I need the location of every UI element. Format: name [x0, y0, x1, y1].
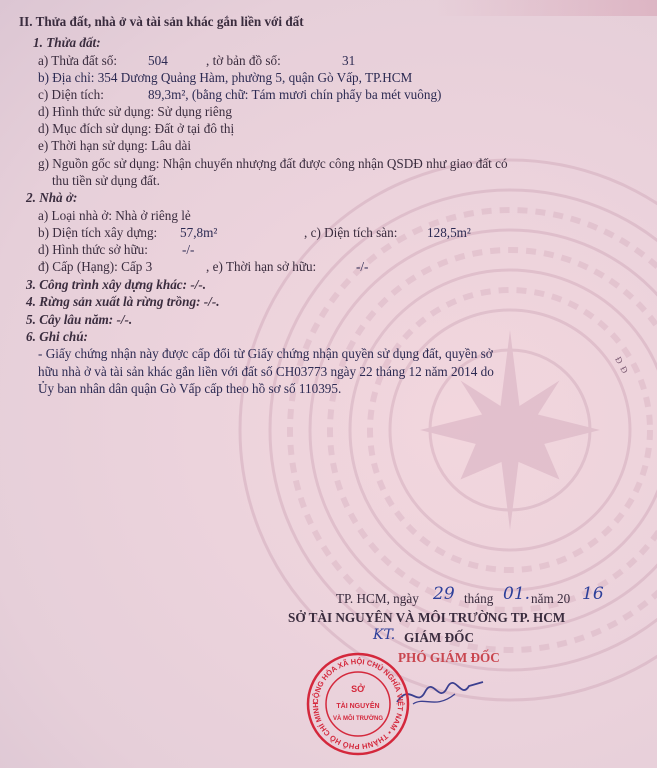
- building-area-label: b) Diện tích xây dựng:: [38, 225, 158, 240]
- use-term: e) Thời hạn sử dụng: Lâu dài: [38, 138, 192, 153]
- seal-center-line-1: SỞ: [351, 684, 365, 694]
- map-sheet-label: , tờ bản đồ số:: [206, 53, 281, 68]
- parcel-number-value: 504: [148, 53, 168, 68]
- deputy-director-title: PHÓ GIÁM ĐỐC: [398, 650, 500, 665]
- perennial-trees: 5. Cây lâu năm: -/-.: [26, 312, 133, 327]
- other-construction: 3. Công trình xây dựng khác: -/-.: [26, 277, 207, 292]
- floor-area-value: 128,5m²: [427, 225, 471, 240]
- land-address: b) Địa chỉ: 354 Dương Quảng Hàm, phường 5, quận Gò Vấp, TP.HCM: [38, 70, 413, 85]
- section-title: II. Thửa đất, nhà ở và tài sản khác gắn liền với đất: [19, 14, 304, 29]
- date-day-handwritten: 29: [433, 584, 455, 604]
- land-area-label: c) Diện tích:: [38, 87, 104, 102]
- production-forest: 4. Rừng sản xuất là rừng trồng: -/-.: [26, 294, 220, 309]
- date-month-handwritten: 01.: [503, 584, 531, 604]
- note-line-1: - Giấy chứng nhận này được cấp đổi từ Giấy chứng nhận quyền sử dụng đất, quyền sở: [38, 346, 493, 361]
- floor-area-label: , c) Diện tích sàn:: [304, 225, 398, 240]
- land-heading: 1. Thửa đất:: [33, 35, 101, 50]
- house-type: a) Loại nhà ở: Nhà ở riêng lẻ: [38, 208, 191, 223]
- note-line-2: hữu nhà ở và tài sản khác gắn liền với đất số CH03773 ngày 22 tháng 12 năm 2014 do: [38, 364, 494, 379]
- ownership-term-label: , e) Thời hạn sở hữu:: [206, 259, 317, 274]
- seal-center-line-2: TÀI NGUYÊN: [336, 703, 380, 710]
- land-area-value: 89,3m², (bằng chữ: Tám mươi chín phẩy ba mét vuông): [148, 87, 442, 102]
- building-area-value: 57,8m²: [180, 225, 218, 240]
- use-origin-line-1: g) Nguồn gốc sử dụng: Nhận chuyển nhượng đất được công nhận QSDĐ như giao đất có: [38, 156, 508, 171]
- notes-heading: 6. Ghi chú:: [26, 329, 88, 344]
- ownership-form-label: d) Hình thức sở hữu:: [38, 242, 148, 257]
- use-purpose: d) Mục đích sử dụng: Đất ở tại đô thị: [38, 121, 235, 136]
- kt-prefix-handwritten: KT.: [373, 627, 396, 643]
- date-year-handwritten: 16: [582, 584, 604, 604]
- map-sheet-value: 31: [342, 53, 356, 68]
- ownership-form-value: -/-: [182, 242, 195, 257]
- official-red-seal: [306, 652, 410, 756]
- house-heading: 2. Nhà ở:: [26, 190, 78, 205]
- parcel-number-label: a) Thửa đất số:: [38, 53, 118, 68]
- director-title: GIÁM ĐỐC: [404, 630, 474, 645]
- ownership-term-value: -/-: [356, 259, 369, 274]
- use-origin-line-2: thu tiền sử dụng đất.: [52, 173, 160, 188]
- top-edge-stripe: [437, 0, 657, 16]
- note-line-3: Ủy ban nhân dân quận Gò Vấp cấp theo hồ sơ số 110395.: [38, 381, 342, 396]
- seal-ring-text: CỘNG HÒA XÃ HỘI CHỦ NGHĨA VIỆT NAM • THÀNH PHỐ HỒ CHÍ MINH: [310, 656, 406, 752]
- date-month-label: tháng: [464, 591, 494, 606]
- house-grade: đ) Cấp (Hạng): Cấp 3: [38, 259, 153, 274]
- edge-print-text: Đ Đ: [613, 355, 631, 376]
- issuing-agency: SỞ TÀI NGUYÊN VÀ MÔI TRƯỜNG TP. HCM: [288, 610, 566, 625]
- date-place-label: TP. HCM, ngày: [336, 591, 419, 606]
- seal-center-line-3: VÀ MÔI TRƯỜNG: [332, 716, 384, 722]
- use-form: d) Hình thức sử dụng: Sử dụng riêng: [38, 104, 232, 119]
- date-year-label: năm 20: [531, 591, 571, 606]
